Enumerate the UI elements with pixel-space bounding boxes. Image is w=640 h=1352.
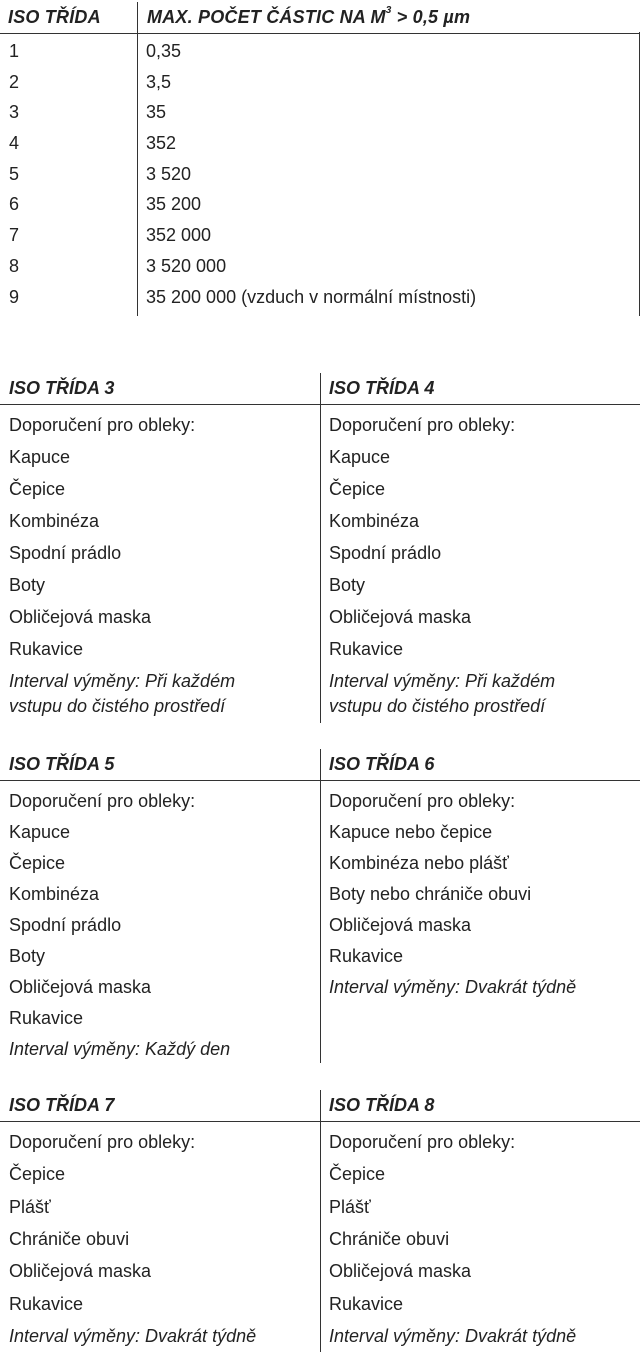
suit-item: Spodní prádlo bbox=[9, 543, 122, 563]
class-title-right: ISO TŘÍDA 4 bbox=[329, 378, 435, 398]
class-title-left: ISO TŘÍDA 3 bbox=[9, 378, 115, 398]
suit-item: Obličejová maska bbox=[9, 1261, 152, 1282]
table-row bbox=[0, 217, 640, 248]
table-row bbox=[0, 125, 640, 156]
suit-item: Doporučení pro obleky: bbox=[329, 1132, 516, 1152]
suit-item: Doporučení pro obleky: bbox=[9, 791, 196, 811]
class-title-left: ISO TŘÍDA 7 bbox=[9, 1095, 115, 1115]
suit-item: Kombinéza bbox=[9, 511, 100, 531]
suit-item: Doporučení pro obleky: bbox=[329, 791, 516, 811]
suit-item: Obličejová maska bbox=[9, 607, 152, 627]
suit-item: Doporučení pro obleky: bbox=[9, 415, 196, 435]
suit-item: Rukavice bbox=[329, 1293, 404, 1314]
column-header-superscript: 3 bbox=[385, 5, 392, 16]
suit-item: Obličejová maska bbox=[329, 607, 472, 627]
column-header-max-particles-text: MAX. POČET ČÁSTIC NA M bbox=[147, 7, 386, 27]
iso-class-cell: 6 bbox=[9, 194, 20, 215]
suit-item: Obličejová maska bbox=[329, 915, 472, 935]
replacement-interval: Interval výměny: Dvakrát týdně bbox=[9, 1325, 257, 1346]
column-header-unit: > 0,5 µm bbox=[391, 7, 471, 27]
max-particles-cell: 3,5 bbox=[146, 71, 172, 92]
column-header-max-particles bbox=[147, 7, 470, 28]
replacement-interval: Interval výměny: Při každém vstupu do čistého prostředí bbox=[329, 671, 556, 716]
suit-item: Kapuce bbox=[329, 447, 391, 467]
suit-item: Rukavice bbox=[329, 639, 404, 659]
suit-block-iso-7-8 bbox=[0, 1090, 640, 1346]
table-row bbox=[0, 279, 640, 310]
column-divider bbox=[320, 373, 321, 723]
suit-item: Kapuce bbox=[9, 447, 71, 467]
replacement-interval: Interval výměny: Každý den bbox=[9, 1039, 231, 1059]
column-divider bbox=[320, 749, 321, 1063]
suit-item: Kombinéza bbox=[329, 511, 420, 531]
iso-class-cell: 4 bbox=[9, 133, 20, 154]
suit-item: Doporučení pro obleky: bbox=[329, 415, 516, 435]
suit-item: Rukavice bbox=[329, 946, 404, 966]
suit-item: Boty bbox=[9, 946, 46, 966]
class-title-left: ISO TŘÍDA 5 bbox=[9, 754, 115, 774]
suit-item: Chrániče obuvi bbox=[9, 1228, 130, 1249]
suit-item: Kapuce nebo čepice bbox=[329, 822, 493, 842]
class-title-right: ISO TŘÍDA 6 bbox=[329, 754, 435, 774]
column-header-iso-class: ISO TŘÍDA bbox=[8, 7, 101, 27]
suit-item: Spodní prádlo bbox=[329, 543, 442, 563]
class-title-right: ISO TŘÍDA 8 bbox=[329, 1095, 435, 1115]
max-particles-cell: 35 200 bbox=[146, 194, 202, 215]
suit-item: Kombinéza nebo plášť bbox=[329, 853, 509, 873]
column-divider bbox=[320, 1090, 321, 1352]
max-particles-cell: 3 520 000 bbox=[146, 255, 227, 276]
table-row bbox=[0, 186, 640, 217]
replacement-interval: Interval výměny: Dvakrát týdně bbox=[329, 977, 577, 997]
suit-item: Boty bbox=[9, 575, 46, 595]
suit-item: Čepice bbox=[9, 1164, 66, 1185]
suit-item: Obličejová maska bbox=[329, 1261, 472, 1282]
particle-limit-table bbox=[0, 0, 640, 307]
max-particles-cell: 0,35 bbox=[146, 41, 182, 61]
suit-item: Doporučení pro obleky: bbox=[9, 1132, 196, 1152]
max-particles-cell: 35 bbox=[146, 102, 167, 123]
suit-block-iso-5-6 bbox=[0, 749, 640, 1059]
suit-item: Boty nebo chrániče obuvi bbox=[329, 884, 532, 904]
replacement-interval: Interval výměny: Dvakrát týdně bbox=[329, 1325, 577, 1346]
iso-class-cell: 8 bbox=[9, 255, 20, 276]
suit-item: Spodní prádlo bbox=[9, 915, 122, 935]
suit-item: Rukavice bbox=[9, 639, 84, 659]
iso-class-cell: 5 bbox=[9, 163, 20, 184]
suit-item: Obličejová maska bbox=[9, 977, 152, 997]
table-row bbox=[0, 64, 640, 95]
suit-item: Plášť bbox=[329, 1196, 371, 1217]
suit-item: Čepice bbox=[329, 479, 386, 499]
iso-class-cell: 7 bbox=[9, 225, 20, 246]
max-particles-cell: 3 520 bbox=[146, 163, 192, 184]
suit-item: Čepice bbox=[9, 853, 66, 873]
table-row bbox=[0, 248, 640, 279]
suit-item: Rukavice bbox=[9, 1008, 84, 1028]
suit-item: Čepice bbox=[9, 479, 66, 499]
suit-item: Rukavice bbox=[9, 1293, 84, 1314]
iso-class-cell: 9 bbox=[9, 286, 20, 307]
table-row bbox=[0, 94, 640, 125]
max-particles-cell: 352 000 bbox=[146, 225, 212, 246]
suit-item: Kombinéza bbox=[9, 884, 100, 904]
iso-class-cell: 1 bbox=[9, 41, 20, 61]
suit-item: Chrániče obuvi bbox=[329, 1228, 450, 1249]
max-particles-cell: 352 bbox=[146, 133, 177, 154]
suit-item: Boty bbox=[329, 575, 366, 595]
table-row bbox=[0, 156, 640, 187]
max-particles-cell: 35 200 000 (vzduch v normální místnosti) bbox=[146, 286, 477, 307]
table-row bbox=[0, 33, 640, 64]
suit-block-iso-3-4 bbox=[0, 373, 640, 716]
table-body bbox=[0, 33, 640, 309]
iso-class-cell: 2 bbox=[9, 71, 20, 92]
suit-item: Kapuce bbox=[9, 822, 71, 842]
suit-item: Čepice bbox=[329, 1164, 386, 1185]
suit-item: Plášť bbox=[9, 1196, 51, 1217]
table-header bbox=[0, 0, 640, 34]
iso-class-cell: 3 bbox=[9, 102, 20, 123]
replacement-interval: Interval výměny: Při každém vstupu do čistého prostředí bbox=[9, 671, 236, 716]
